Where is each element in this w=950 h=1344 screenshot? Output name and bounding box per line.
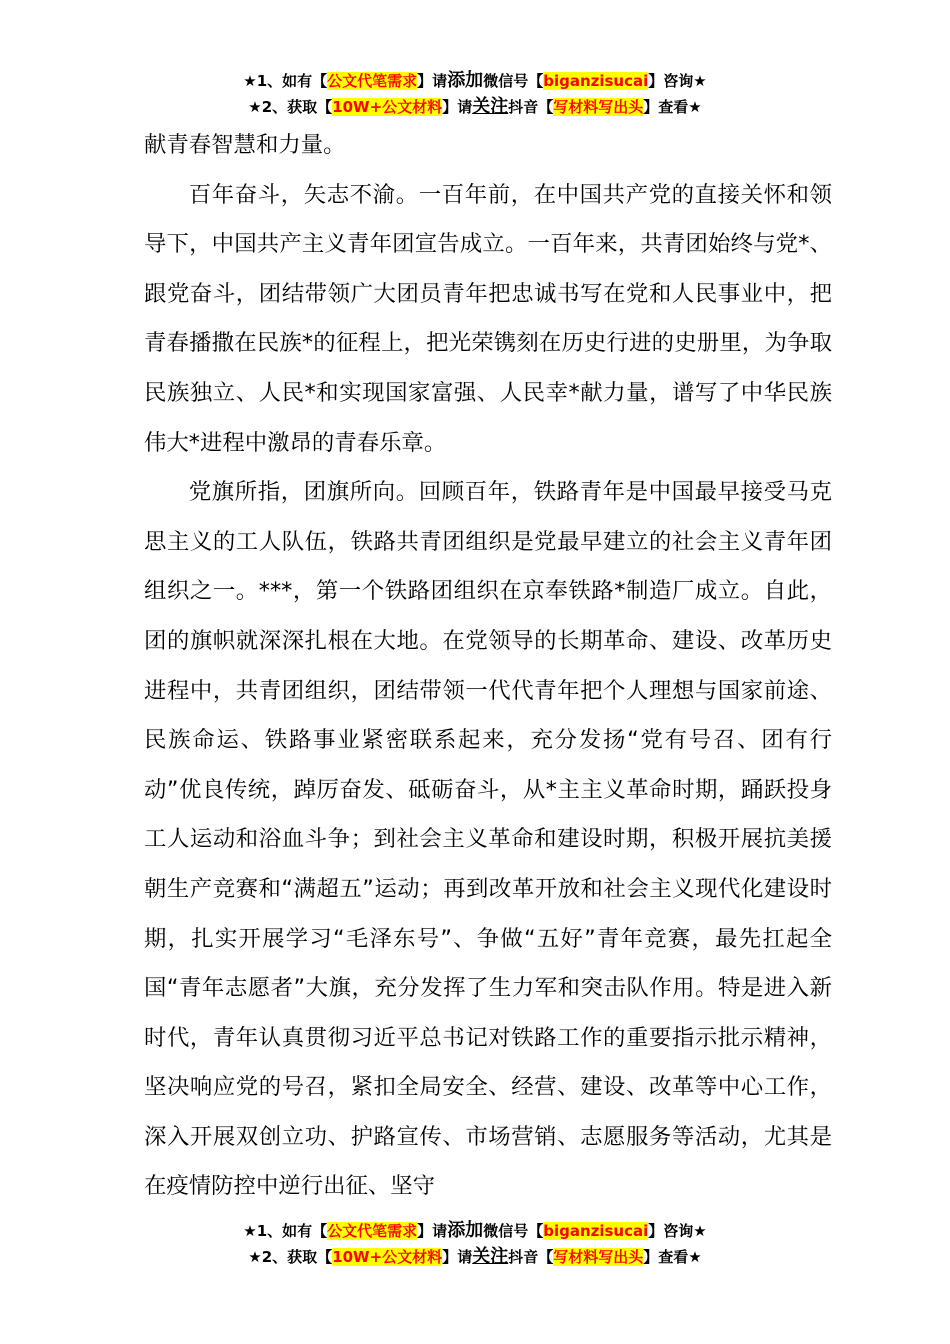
header-banner xyxy=(0,68,950,120)
highlight-materials: 10W+公文材料 xyxy=(332,98,443,116)
highlight-materials: 10W+公文材料 xyxy=(332,1248,443,1266)
star-icon: ★ xyxy=(243,1222,257,1240)
continuation-text: 献青春智慧和力量。 xyxy=(144,132,346,158)
highlight-wechat-id: biganzisucai xyxy=(543,1222,649,1240)
star-icon: ★ xyxy=(693,1222,707,1240)
highlight-douyin-account: 写材料写出头 xyxy=(553,98,644,116)
highlight-wechat-id: biganzisucai xyxy=(543,72,649,90)
highlight-service: 公文代笔需求 xyxy=(327,1222,418,1240)
paragraph: 百年奋斗，矢志不渝。一百年前，在中国共产党的直接关怀和领导下，中国共产主义青年团宣告成立。一百年来，共青团始终与党*、跟党奋斗，团结带领广大团员青年把忠诚书写在党和人民事业中，把青春播撒在民族*的征程上，把光荣镌刻在历史行进的史册里，为争取民族独立、人民*和实现国家富强、人民幸*献力量，谱写了中华民族伟大*进程中激昂的青春乐章。 xyxy=(144,181,832,456)
highlight-service: 公文代笔需求 xyxy=(327,72,418,90)
star-icon: ★ xyxy=(688,1248,702,1266)
star-icon: ★ xyxy=(248,1248,262,1266)
highlight-douyin-account: 写材料写出头 xyxy=(553,1248,644,1266)
banner-line-1: ★1、如有【公文代笔需求】请添加微信号【biganzisucai】咨询★ xyxy=(243,70,707,91)
star-icon: ★ xyxy=(248,98,262,116)
document-body xyxy=(144,121,832,1212)
paragraph: 党旗所指，团旗所向。回顾百年，铁路青年是中国最早接受马克思主义的工人队伍，铁路共青团组织是党最早建立的社会主义青年团组织之一。***，第一个铁路团组织在京奉铁路*制造厂成立。自此，团的旗帜就深深扎根在大地。在党领导的长期革命、建设、改革历史进程中，共青团组织，团结带领一代代青年把个人理想与国家前途、民族命运、铁路事业紧密联系起来，充分发扬“党有号召、团有行动”优良传统，踔厉奋发、砥砺奋斗，从*主主义革命时期，踊跃投身工人运动和浴血斗争；到社会主义革命和建设时期，积极开展抗美援朝生产竞赛和“满超五”运动；再到改革开放和社会主义现代化建设时期，扎实开展学习“毛泽东号”、争做“五好”青年竞赛，最先扛起全国“青年志愿者”大旗，充分发挥了生力军和突击队作用。特是进入新时代，青年认真贯彻习近平总书记对铁路工作的重要指示批示精神，坚决响应党的号召，紧扣全局安全、经营、建设、改革等中心工作，深入开展双创立功、护路宣传、市场营销、志愿服务等活动，尤其是在疫情防控中逆行出征、坚守 xyxy=(144,479,832,1200)
footer-banner xyxy=(0,1218,950,1270)
banner-line-1: ★1、如有【公文代笔需求】请添加微信号【biganzisucai】咨询★ xyxy=(243,1220,707,1241)
star-icon: ★ xyxy=(693,72,707,90)
banner-line-2: ★2、获取【10W+公文材料】请关注抖音【写材料写出头】查看★ xyxy=(248,1246,702,1267)
banner-line-2: ★2、获取【10W+公文材料】请关注抖音【写材料写出头】查看★ xyxy=(248,96,702,117)
star-icon: ★ xyxy=(243,72,257,90)
star-icon: ★ xyxy=(688,98,702,116)
